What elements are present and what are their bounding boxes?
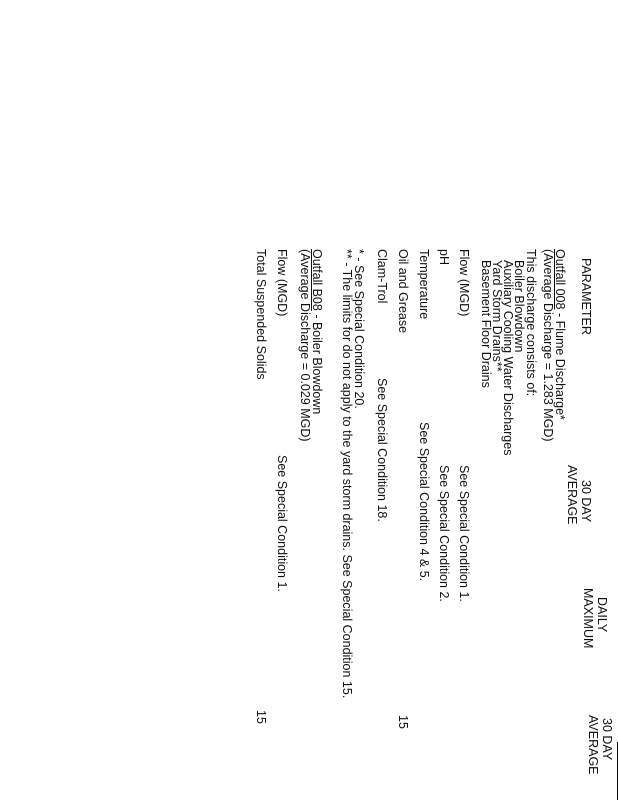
outfall-008-consists-label: This discharge consists of: [524, 249, 538, 397]
row-param-flow-b08: Flow (MGD) [275, 249, 289, 317]
outfall-008-item: Yard Storm Drains** [490, 260, 504, 372]
outfall-008-heading [554, 249, 567, 420]
row-value-flow-b08: See Special Condition 1. [275, 455, 289, 592]
outfall-b08-heading [311, 249, 324, 414]
outfall-008-title-suffix: - Flume Discharge* [553, 309, 567, 420]
row-value-temperature: See Special Condition 4 & 5. [417, 422, 431, 582]
outfall-b08-title-suffix: - Boiler Blowdown [310, 310, 324, 415]
header-30day-average2-line2: AVERAGE [586, 715, 600, 775]
row-value-ph: See Special Condition 2. [437, 465, 451, 602]
header-30day-average-line1: 30 DAY [579, 480, 593, 523]
footnote: ** - The limits for do not apply to the yard storm drains. See Special Condition 15. [340, 249, 354, 699]
row-param-total-suspended-solids: Total Suspended Solids [254, 249, 268, 380]
outfall-b08-average: (Average Discharge = 0.029 MGD) [298, 249, 312, 442]
row-value-oil-and-grease: 15 [396, 715, 410, 729]
header-30day-average-line2: AVERAGE [565, 465, 579, 525]
outfall-b08-title: Outfall B08 [310, 249, 324, 311]
header-parameter: PARAMETER [579, 258, 593, 335]
outfall-008-item: Boiler Blowdown [512, 260, 526, 353]
outfall-008-title: Outfall 008 [553, 249, 567, 310]
row-value-flow: See Special Condition 1. [457, 465, 471, 602]
row-value-clam-trol: See Special Condition 18. [375, 378, 389, 522]
header-30day-average2-line1: 30 DAY [600, 718, 614, 761]
header-daily-maximum-line2: MAXIMUM [581, 588, 595, 649]
header-daily-maximum-line1: DAILY [595, 597, 609, 633]
row-param-temperature: Temperature [417, 249, 431, 320]
outfall-008-average: (Average Discharge = 1.283 MGD) [541, 249, 555, 442]
outfall-008-item: Auxiliary Cooling Water Discharges [501, 260, 515, 456]
row-value-total-suspended-solids: 15 [254, 710, 268, 724]
footnote: * - See Special Condition 20. [352, 249, 366, 409]
row-param-flow: Flow (MGD) [457, 249, 471, 317]
row-param-ph: pH [437, 249, 451, 265]
row-param-clam-trol: Clam-Trol [375, 249, 389, 304]
outfall-008-item: Basement Floor Drains [479, 260, 493, 388]
row-param-oil-and-grease: Oil and Grease [396, 249, 410, 334]
